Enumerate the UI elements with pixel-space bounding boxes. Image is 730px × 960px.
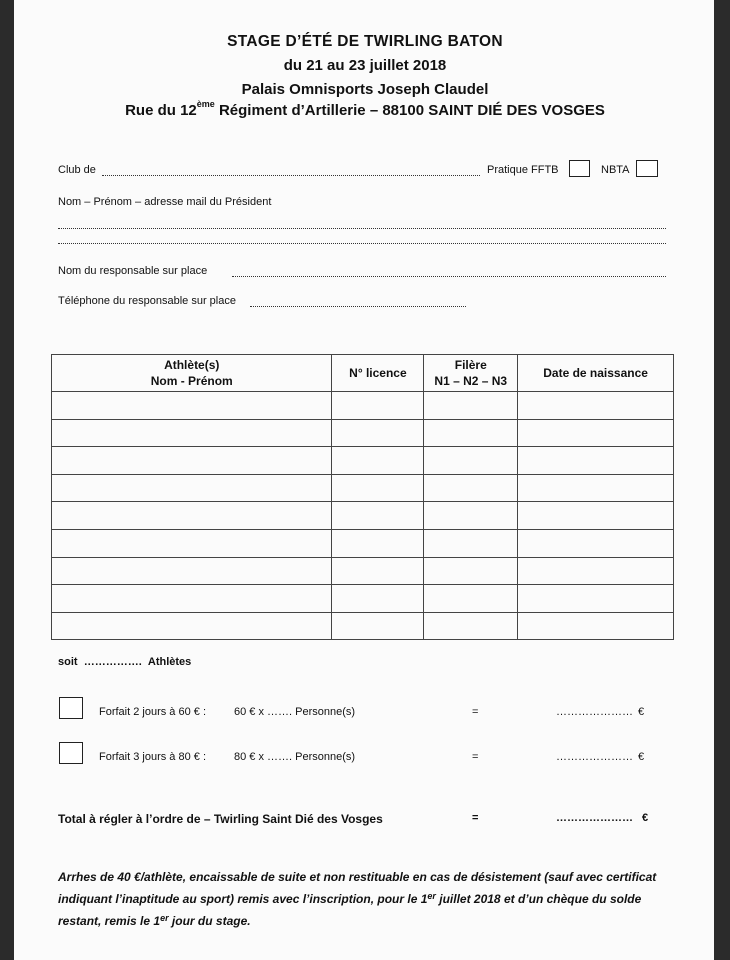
address-part-2: Régiment d’Artillerie – 88100 SAINT DIÉ DES VOSGES [214,102,605,119]
birthdate-cell[interactable] [518,585,674,613]
athlete-name-cell[interactable] [52,585,332,613]
athletes-count-field[interactable]: ……………. [83,656,142,668]
fftb-checkbox[interactable] [569,160,590,177]
athlete-name-cell[interactable] [52,529,332,557]
event-venue: Palais Omnisports Joseph Claudel [241,81,489,98]
address-superscript: ème [196,99,215,109]
filiere-cell[interactable] [424,502,518,530]
president-field-line-2[interactable] [58,243,666,244]
forfait-2-jours-amount[interactable]: ………………… [556,706,633,718]
table-row [52,612,674,640]
nbta-checkbox[interactable] [636,160,658,177]
licence-cell[interactable] [332,392,424,420]
filiere-cell[interactable] [424,392,518,420]
address-part-1: Rue du 12 [125,102,197,119]
forfait-2-jours-equals: = [472,706,479,718]
table-row [52,502,674,530]
table-row [52,447,674,475]
birthdate-cell[interactable] [518,474,674,502]
note-sup-2: er [160,913,169,923]
col-header-athlete-line2: Nom - Prénom [150,374,233,388]
telephone-label: Téléphone du responsable sur place [58,295,236,307]
table-row [52,529,674,557]
birthdate-cell[interactable] [518,392,674,420]
president-field-line-1[interactable] [58,228,666,229]
note-part-2: juillet 2018 et d’un chèque du solde restant, remis le 1 [58,892,642,928]
athlete-name-cell[interactable] [52,447,332,475]
birthdate-cell[interactable] [518,612,674,640]
forfait-2-jours-checkbox[interactable] [59,697,83,719]
nbta-label: NBTA [601,164,630,176]
forfait-3-jours-price: 80 € x ……. Personne(s) [234,751,356,763]
table-row [52,419,674,447]
table-header-row [52,355,674,392]
birthdate-cell[interactable] [518,557,674,585]
col-header-birthdate-label: Date de naissance [543,366,648,380]
birthdate-cell[interactable] [518,502,674,530]
col-header-licence [332,355,424,392]
col-header-athlete [52,355,332,392]
licence-cell[interactable] [332,474,424,502]
note-part-1: Arrhes de 40 €/athlète, encaissable de suite et non restituable en cas de désistement (sauf avec certificat indiquant l’inaptitude au sport) remis avec l’inscription, pour le 1 [58,870,657,906]
col-header-filiere-line2: N1 – N2 – N3 [434,374,508,388]
athletes-label: Athlètes [147,656,192,668]
total-equals: = [472,812,479,824]
table-row [52,392,674,420]
col-header-filiere [424,355,518,392]
responsable-label: Nom du responsable sur place [58,265,208,277]
event-address [0,99,730,119]
total-amount[interactable]: ………………… [556,812,633,824]
athlete-name-cell[interactable] [52,557,332,585]
filiere-cell[interactable] [424,529,518,557]
forfait-2-jours-label: Forfait 2 jours à 60 € : [99,706,206,718]
filiere-cell[interactable] [424,474,518,502]
birthdate-cell[interactable] [518,419,674,447]
filiere-cell[interactable] [424,585,518,613]
athlete-name-cell[interactable] [52,612,332,640]
col-header-athlete-line1: Athlète(s) [164,358,220,372]
birthdate-cell[interactable] [518,447,674,475]
col-header-filiere-line1: Filère [454,358,487,372]
arrhes-note [58,866,678,932]
soit-label: soit [58,656,78,668]
filiere-cell[interactable] [424,419,518,447]
licence-cell[interactable] [332,502,424,530]
forfait-3-jours-equals: = [472,751,479,763]
forfait-2-jours-currency: € [638,706,645,718]
licence-cell[interactable] [332,585,424,613]
birthdate-cell[interactable] [518,529,674,557]
note-sup-1: er [427,891,436,901]
forfait-2-jours-price: 60 € x ……. Personne(s) [234,706,356,718]
table-row [52,557,674,585]
responsable-field[interactable] [232,276,666,277]
forfait-3-jours-label: Forfait 3 jours à 80 € : [99,751,206,763]
total-currency: € [642,812,649,824]
athlete-name-cell[interactable] [52,474,332,502]
col-header-licence-label: N° licence [349,366,407,380]
athlete-name-cell[interactable] [52,502,332,530]
licence-cell[interactable] [332,557,424,585]
filiere-cell[interactable] [424,557,518,585]
filiere-cell[interactable] [424,447,518,475]
table-row [52,585,674,613]
licence-cell[interactable] [332,529,424,557]
note-part-3: jour du stage. [168,914,251,928]
forfait-3-jours-checkbox[interactable] [59,742,83,764]
total-label: Total à régler à l’ordre de – Twirling Saint Dié des Vosges [58,812,383,826]
licence-cell[interactable] [332,612,424,640]
athlete-name-cell[interactable] [52,392,332,420]
president-label: Nom – Prénom – adresse mail du Président [58,196,272,208]
form-title: STAGE D’ÉTÉ DE TWIRLING BATON [227,33,503,50]
athlete-name-cell[interactable] [52,419,332,447]
pratique-fftb-label: Pratique FFTB [487,164,559,176]
filiere-cell[interactable] [424,612,518,640]
club-label: Club de [58,164,96,176]
event-dates: du 21 au 23 juillet 2018 [283,57,447,74]
club-field[interactable] [102,175,480,176]
licence-cell[interactable] [332,447,424,475]
licence-cell[interactable] [332,419,424,447]
telephone-field[interactable] [250,306,466,307]
table-row [52,474,674,502]
forfait-3-jours-amount[interactable]: ………………… [556,751,633,763]
athletes-table-body [52,392,674,640]
forfait-3-jours-currency: € [638,751,645,763]
athletes-count-line [58,656,191,668]
athletes-table [51,354,674,640]
col-header-birthdate [518,355,674,392]
